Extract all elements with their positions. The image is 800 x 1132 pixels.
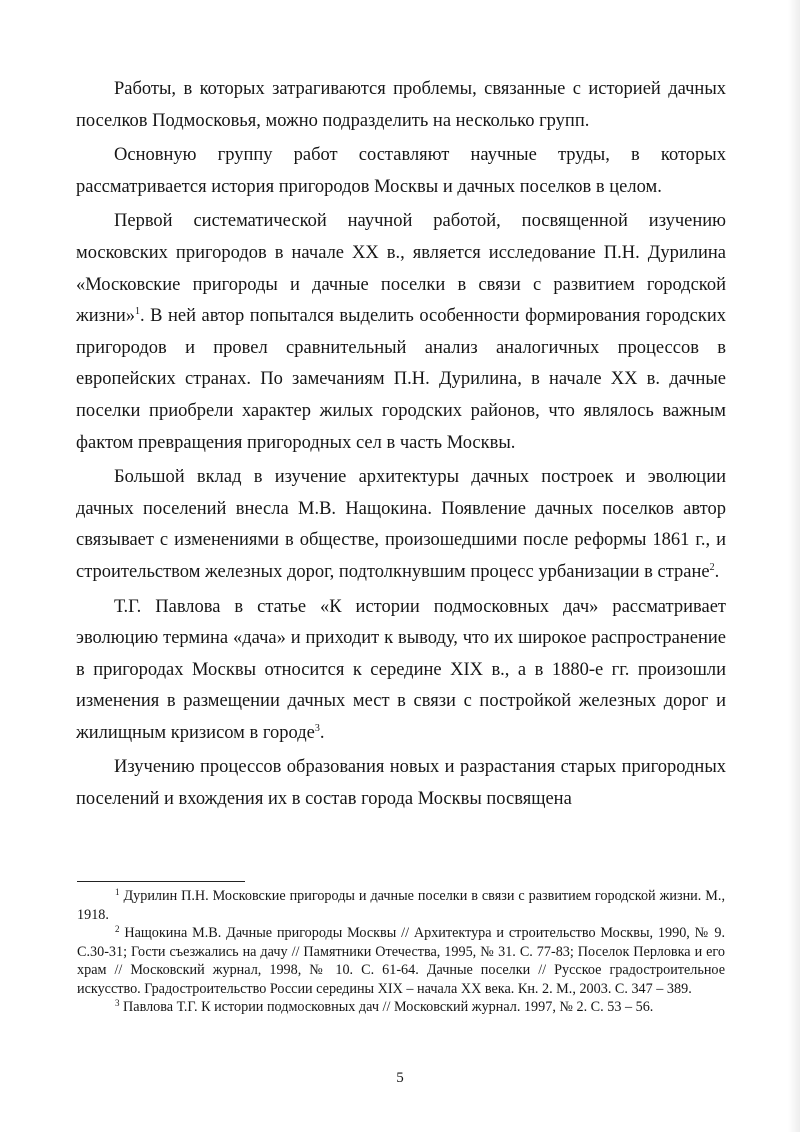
footnote-text: Павлова Т.Г. К истории подмосковных дач // Московский журнал. 1997, № 2. С. 53 – 56. [119,999,654,1015]
footnote [77,887,725,924]
footnotes [77,887,725,1017]
paragraph-text: Основную группу работ составляют научные труды, в которых рассматривается история пригородов Москвы и дачных поселков в целом. [76,145,726,197]
footnote [77,924,725,998]
main-text [76,74,726,819]
footnote-reference[interactable]: 2 [709,561,715,573]
scan-edge-shadow [788,0,800,1132]
paragraph [76,140,726,203]
footnote-number: 1 [115,887,120,897]
footnote-reference[interactable]: 3 [314,722,320,734]
footnote-separator [77,881,245,882]
paragraph [76,462,726,588]
paragraph-text: Т.Г. Павлова в статье «К истории подмосковных дач» рассматривает эволюцию термина «дача» и приходит к выводу, что их широкое распространение в пригородах Москвы относится к середине XIX в., а в 1880-е гг. произошли изменения в размещении дачных мест в связи с постройкой железных дорог и жилищным кризисом в городе [76,596,726,743]
footnote [77,998,725,1017]
page-number: 5 [396,1070,404,1086]
footnote-number: 2 [115,924,120,934]
footnote-number: 3 [115,998,120,1008]
paragraph [76,592,726,750]
paragraph [76,74,726,137]
footnote-text: Дурилин П.Н. Московские пригороды и дачные поселки в связи с развитием городской жизни. М., 1918. [77,888,725,923]
footnote-reference[interactable]: 1 [135,306,141,318]
paragraph-text: Первой систематической научной работой, посвященной изучению московских пригородов в начале XX в., является исследование П.Н. Дурилина «Московские пригороды и дачные поселки в связи с развитием городской жизни» [76,211,726,327]
paragraph [76,206,726,459]
paragraph-text: Работы, в которых затрагиваются проблемы, связанные с историей дачных поселков Подмосковья, можно подразделить на несколько групп. [76,79,726,131]
paragraph-text: Изучению процессов образования новых и разрастания старых пригородных поселений и вхождения их в состав города Москвы посвящена [76,757,726,810]
paragraph-text-continued: . [319,722,325,743]
paragraph-text-continued: . [714,561,720,582]
paragraph-text: Большой вклад в изучение архитектуры дачных построек и эволюции дачных поселений внесла М.В. Нащокина. Появление дачных поселков автор связывает с изменениями в обществе, произошедшими после реформы 1861 г., и строительством железных дорог, подтолкнувшим процесс урбанизации в стране [76,467,726,582]
paragraph [76,752,726,815]
paragraph-text-continued: . В ней автор попытался выделить особенности формирования городских пригородов и провел сравнительный анализ аналогичных процессов в европейских странах. По замечаниям П.Н. Дурилина, в начале XX в. дачные поселки приобрели характер жилых городских районов, что являлось важным фактом превращения пригородных сел в часть Москвы. [76,306,726,453]
footnote-text: Нащокина М.В. Дачные пригороды Москвы // Архитектура и строительство Москвы, 1990, № 9. С.30-31; Гости съезжались на дачу // Памятники Отечества, 1995, № 31. С. 77-83; Поселок Перловка и его храм // Московский журнал, 1998, № 10. С. 61-64. Дачные поселки // Русское градостроительное искусство. Градостроительство России середины XIX – начала XX века. Кн. 2. М., 2003. С. 347 – 389. [77,925,725,997]
